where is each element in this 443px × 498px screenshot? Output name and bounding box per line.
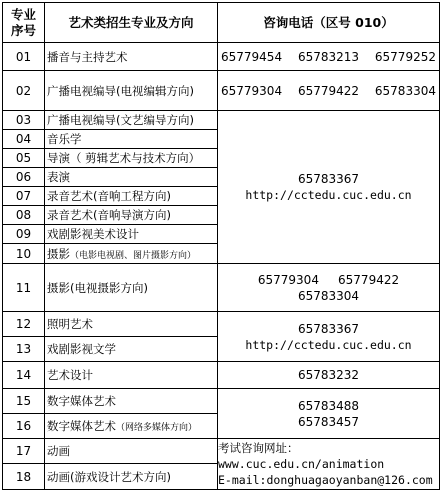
- major-name: 戏剧影视文学: [45, 337, 218, 362]
- header-phone: 咨询电话（区号 010）: [218, 3, 440, 43]
- row-number: 02: [3, 71, 45, 111]
- website-url[interactable]: http://cctedu.cuc.edu.cn: [245, 188, 412, 202]
- table-header-row: [3, 3, 440, 43]
- row-number: 10: [3, 244, 45, 264]
- group-contact-cell: [218, 111, 440, 264]
- phone-number: 65779304: [257, 272, 319, 287]
- row-number: 17: [3, 439, 45, 464]
- header-no: [3, 3, 45, 43]
- major-name: 播音与主持艺术: [45, 43, 218, 71]
- header-major: 艺术类招生专业及方向: [45, 3, 218, 43]
- phone-cell: [218, 43, 440, 71]
- phone-cell: [218, 264, 440, 312]
- row-number: 01: [3, 43, 45, 71]
- major-name: 表演: [45, 168, 218, 187]
- major-name: 录音艺术(音响工程方向): [45, 187, 218, 206]
- row-number: 18: [3, 464, 45, 490]
- phone-cell: [218, 362, 440, 389]
- exam-email-line: [218, 472, 439, 488]
- phone-number: 65783488: [297, 398, 360, 413]
- header-no-line2: 序号: [10, 22, 36, 38]
- phone-line: [218, 272, 439, 288]
- major-name: 动画: [45, 439, 218, 464]
- table-row: [3, 71, 440, 111]
- major-name: 戏剧影视美术设计: [45, 225, 218, 244]
- row-number: 04: [3, 130, 45, 149]
- phone-number: 65783232: [297, 368, 360, 382]
- table-row: [3, 264, 440, 312]
- exam-url[interactable]: www.cuc.edu.cn/animation: [218, 457, 385, 471]
- row-number: 07: [3, 187, 45, 206]
- phone-number: 65783367: [297, 172, 360, 186]
- major-name: 广播电视编导(文艺编导方向): [45, 111, 218, 130]
- major-note: （电影电视剧、图片摄影方向）: [70, 250, 197, 261]
- row-number: 05: [3, 149, 45, 168]
- group-contact-cell: [218, 312, 440, 362]
- major-name: 音乐学: [45, 130, 218, 149]
- table-row: [3, 312, 440, 337]
- row-number: 03: [3, 111, 45, 130]
- row-number: 11: [3, 264, 45, 312]
- major-name: 导演（ 剪辑艺术与技术方向）: [45, 149, 218, 168]
- major-name: 摄影(电视摄影方向): [45, 264, 218, 312]
- row-number: 13: [3, 337, 45, 362]
- row-number: 12: [3, 312, 45, 337]
- phone-cell: [218, 71, 440, 111]
- email-address[interactable]: donghuagaoyanban@126.com: [266, 473, 433, 487]
- exam-contact-cell: [218, 439, 440, 490]
- major-name: 照明艺术: [45, 312, 218, 337]
- phone-number: 65783304: [297, 288, 360, 303]
- major-main: 摄影: [47, 246, 70, 261]
- row-number: 14: [3, 362, 45, 389]
- exam-label: 考试咨询网址：: [218, 441, 299, 455]
- phone-number: 65779454: [221, 49, 283, 64]
- website-url[interactable]: http://cctedu.cuc.edu.cn: [245, 337, 412, 352]
- row-number: 16: [3, 414, 45, 439]
- phone-number: 65783213: [297, 49, 360, 64]
- phone-number: 65783367: [297, 321, 360, 336]
- major-name: [45, 414, 218, 439]
- group-contact-cell: [218, 389, 440, 439]
- table-row: [3, 362, 440, 389]
- phone-number: 65783304: [374, 83, 436, 98]
- major-note: （网络多媒体方向）: [116, 423, 198, 433]
- table-row: [3, 43, 440, 71]
- phone-number: 65779422: [297, 83, 360, 98]
- major-name: 数字媒体艺术: [45, 389, 218, 414]
- table-row: [3, 389, 440, 414]
- table-row: [3, 111, 440, 130]
- email-label: E-mail:: [218, 473, 267, 487]
- phone-number: 65779252: [374, 49, 436, 64]
- admissions-table: [2, 2, 440, 490]
- header-no-line1: 专业: [10, 6, 36, 22]
- row-number: 15: [3, 389, 45, 414]
- major-name: 录音艺术(音响导演方向): [45, 206, 218, 225]
- phone-number: 65783457: [297, 414, 360, 429]
- major-name: 艺术设计: [45, 362, 218, 389]
- row-number: 08: [3, 206, 45, 225]
- major-name: [45, 244, 218, 264]
- phone-number: 65779304: [221, 83, 283, 98]
- row-number: 09: [3, 225, 45, 244]
- phone-number: 65779422: [338, 272, 400, 287]
- row-number: 06: [3, 168, 45, 187]
- table-row: [3, 439, 440, 464]
- major-name: 广播电视编导(电视编辑方向): [45, 71, 218, 111]
- major-main: 数字媒体艺术: [47, 419, 116, 433]
- major-name: 动画(游戏设计艺术方向): [45, 464, 218, 490]
